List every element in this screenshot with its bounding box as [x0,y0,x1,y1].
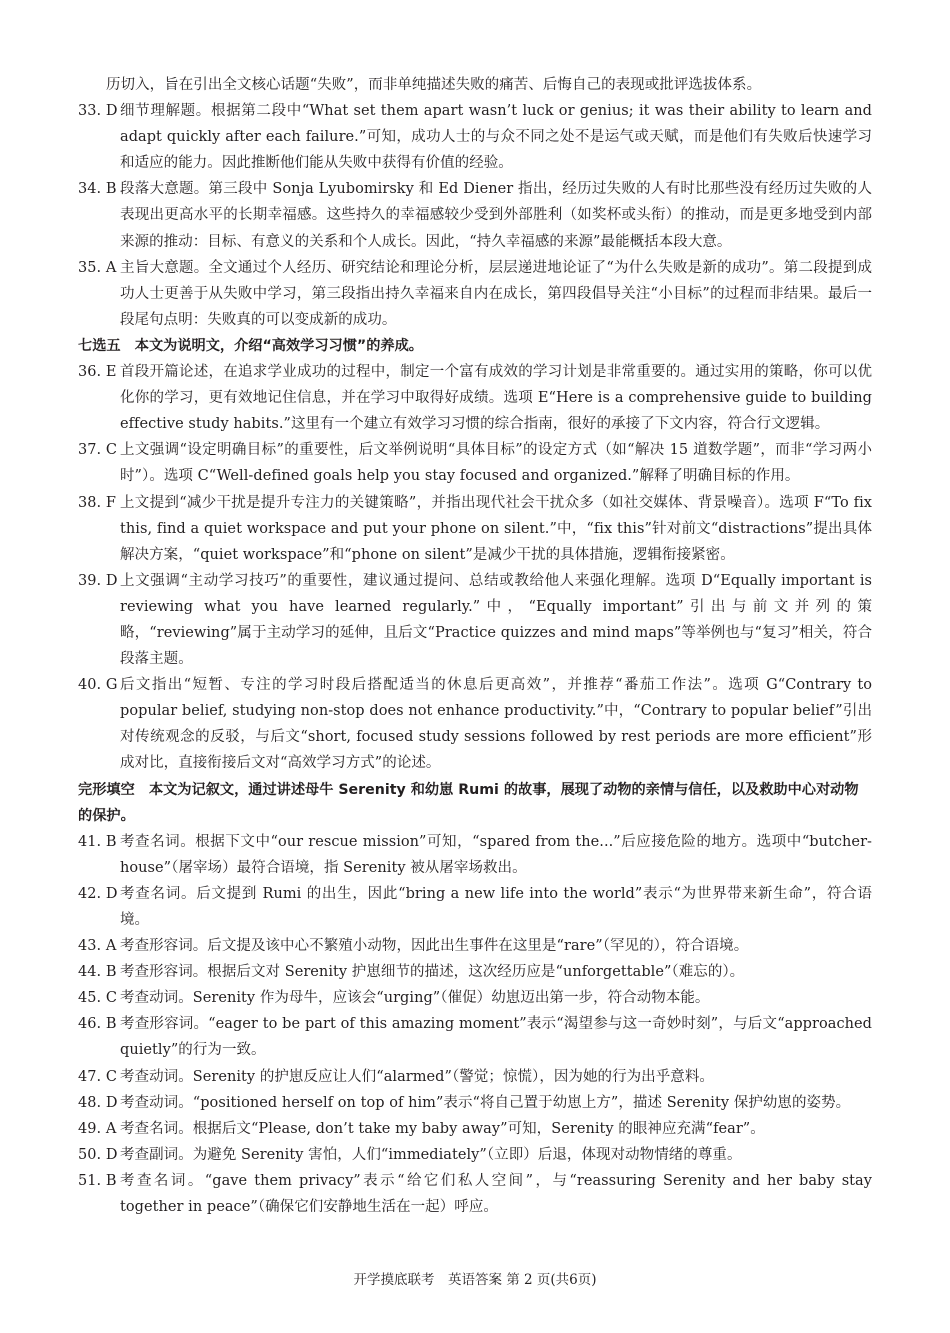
answer-item [78,881,872,933]
answer-key: 40. G [78,677,118,694]
answer-item [78,255,872,333]
answer-key: 33. D [78,103,118,120]
answer-key: 49. A [78,1120,117,1137]
answer-item [78,829,872,881]
answer-item [78,1116,872,1142]
answer-item [78,1011,872,1063]
answer-key: 36. E [78,364,117,381]
answer-explanation: 考查形容词。后文提及该中心不繁殖小动物，因此出生事件在这里是“rare”（罕见的），符合语境。 [120,938,749,955]
answer-explanation: 上文强调“主动学习技巧”的重要性，建议通过提问、总结或教给他人来强化理解。选项 D“Equally important is reviewing what you have learned regularly.”中，“Equally important”引出与前文并列的策略，“reviewing”属于主动学习的延伸，且后文“Practice quizzes and mind maps”等举例也与“复习”相关，符合段落主题。 [120,572,872,668]
answer-key: 51. B [78,1172,117,1189]
answer-explanation: 考查名词。根据下文中“our rescue mission”可知，“spared from the...”后应接危险的地方。选项中“butcher-house”（屠宰场）最符合语境，指 Serenity 被从屠宰场救出。 [120,833,872,876]
answer-item [78,359,872,437]
cloze-answers [78,829,872,1220]
answer-explanation: 主旨大意题。全文通过个人经历、研究结论和理论分析，层层递进地论证了“为什么失败是新的成功”。第二段提到成功人士更善于从失败中学习，第三段指出持久幸福来自内在成长，第四段倡导关注“小目标”的过程而非结果。最后一段尾句点明：失败真的可以变成新的成功。 [120,259,872,328]
answer-item [78,959,872,985]
answer-item [78,176,872,254]
answer-explanation: 考查副词。为避免 Serenity 害怕，人们“immediately”（立即）后退，体现对动物情绪的尊重。 [120,1146,742,1163]
answer-item [78,933,872,959]
page-footer: 开学摸底联考 英语答案 第 2 页(共6页) [353,1272,597,1288]
answer-key: 46. B [78,1016,117,1033]
answer-item [78,1142,872,1168]
answer-key: 47. C [78,1068,118,1085]
answer-item [78,568,872,672]
answer-key: 35. A [78,259,117,276]
answer-item [78,437,872,489]
section-heading-qixuanwu: 七选五 本文为说明文，介绍“高效学习习惯”的养成。 [78,337,423,354]
answer-key: 39. D [78,572,118,589]
answer-explanation: 考查动词。“positioned herself on top of him”表示“将自己置于幼崽上方”，描述 Serenity 保护幼崽的姿势。 [120,1094,851,1111]
answer-item [78,98,872,176]
answer-item [78,985,872,1011]
answer-explanation: 上文提到“减少干扰是提升专注力的关键策略”，并指出现代社会干扰众多（如社交媒体、背景噪音）。选项 F“To fix this, find a quiet workspace and put your phone on silent.”中，“fix this”针对前文“distractions”提出具体解决方案，“quiet workspace”和“phone on silent”是减少干扰的具体措施，逻辑衔接紧密。 [120,494,872,563]
answer-explanation: 细节理解题。根据第二段中“What set them apart wasn’t luck or genius; it was their ability to learn and adapt quickly after each failure.”可知，成功人士的与众不同之处不是运气或天赋，而是他们有失败后快速学习和适应的能力。因此推断他们能从失败中获得有价值的经验。 [120,103,872,172]
answer-explanation: 上文强调“设定明确目标”的重要性，后文举例说明“具体目标”的设定方式（如“解决 15 道数学题”，而非“学习两小时”）。选项 C“Well-defined goals help you stay focused and organized.”解释了明确目标的作用。 [120,442,872,485]
answer-explanation: 首段开篇论述，在追求学业成功的过程中，制定一个富有成效的学习计划是非常重要的。通过实用的策略，你可以优化你的学习，更有效地记住信息，并在学习中取得好成绩。选项 E“Here is a comprehensive guide to building effective study habits.”这里有一个建立有效学习习惯的综合指南，很好的承接了下文内容，符合行文逻辑。 [120,364,872,433]
answer-key: 48. D [78,1094,118,1111]
answer-key: 44. B [78,964,117,981]
answer-key: 50. D [78,1146,118,1163]
answer-item [78,672,872,776]
answer-key: 34. B [78,181,117,198]
answer-key: 45. C [78,990,118,1007]
answer-explanation: 考查动词。Serenity 作为母牛，应该会“urging”（催促）幼崽迈出第一步，符合动物本能。 [120,990,710,1007]
answer-explanation: 考查名词。后文提到 Rumi 的出生，因此“bring a new life into the world”表示“为世界带来新生命”，符合语境。 [120,885,872,928]
answer-page [78,72,872,1220]
answer-key: 37. C [78,442,118,459]
section-heading-cloze: 完形填空 本文为记叙文，通过讲述母牛 Serenity 和幼崽 Rumi 的故事，展现了动物的亲情与信任，以及救助中心对动物的保护。 [78,781,859,824]
answer-explanation: 考查形容词。根据后文对 Serenity 护崽细节的描述，这次经历应是“unforgettable”（难忘的）。 [120,964,745,981]
answer-key: 38. F [78,494,116,511]
answer-item [78,1168,872,1220]
answer-explanation: 考查动词。Serenity 的护崽反应让人们“alarmed”（警觉；惊慌），因为她的行为出乎意料。 [120,1068,714,1085]
answer-key: 43. A [78,938,117,955]
answer-explanation: 后文指出“短暂、专注的学习时段后搭配适当的休息后更高效”，并推荐“番茄工作法”。选项 G“Contrary to popular belief, studying non-stop does not enhance productivity.”中，“Contrary to popular belief”引出对传统观念的反驳，与后文“short, focused study sessions followed by rest periods are more efficient”形成对比，直接衔接后文对“高效学习方式”的论述。 [120,677,872,772]
answer-explanation: 考查名词。根据后文“Please, don’t take my baby away”可知，Serenity 的眼神应充满“fear”。 [120,1120,765,1137]
answer-key: 41. B [78,833,117,850]
answer-explanation: 考查名词。“gave them privacy”表示“给它们私人空间”，与“reassuring Serenity and her baby stay together in peace”（确保它们安静地生活在一起）呼应。 [120,1172,872,1216]
intro-continuation: 历切入，旨在引出全文核心话题“失败”，而非单纯描述失败的痛苦、后悔自己的表现或批评选拔体系。 [106,77,762,93]
answer-item [78,490,872,568]
answer-item [78,1064,872,1090]
answer-key: 42. D [78,885,118,902]
answer-explanation: 段落大意题。第三段中 Sonja Lyubomirsky 和 Ed Diener 指出，经历过失败的人有时比那些没有经历过失败的人表现出更高水平的长期幸福感。这些持久的幸福感较少受到外部胜利（如奖杯或头衔）的推动，而是更多地受到内部来源的推动：目标、有意义的关系和个人成长。因此，“持久幸福感的来源”最能概括本段大意。 [120,181,872,250]
reading-answers [78,98,872,333]
qixuanwu-answers [78,359,872,777]
answer-explanation: 考查形容词。“eager to be part of this amazing moment”表示“渴望参与这一奇妙时刻”，与后文“approached quietly”的行为一致。 [120,1016,872,1059]
answer-item [78,1090,872,1116]
